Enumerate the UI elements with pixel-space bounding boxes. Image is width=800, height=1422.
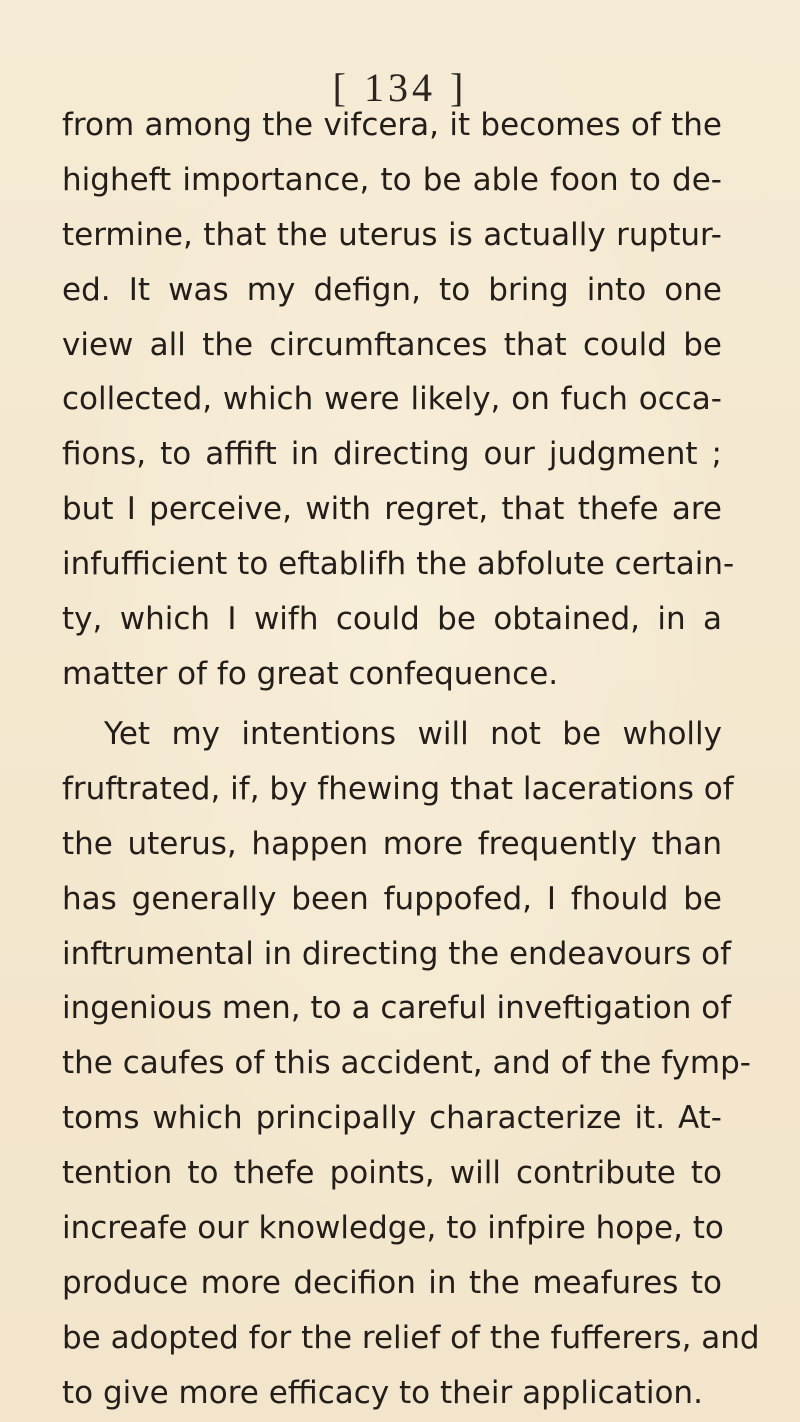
- text-line: fions, to affift in directing our judgment ;: [62, 436, 722, 473]
- text-line: produce more decifion in the meafures to: [62, 1264, 722, 1301]
- paragraph-2: [62, 707, 760, 1421]
- text-line: matter of fo great confequence.: [62, 655, 559, 692]
- page-number-header: [ 134 ]: [332, 65, 468, 110]
- text-line: inftrumental in directing the endeavours of: [62, 935, 732, 972]
- text-line: the uterus, happen more frequently than: [62, 825, 722, 862]
- text-line: ingenious men, to a careful inveftigation of: [62, 990, 732, 1027]
- text-line: increafe our knowledge, to infpire hope, to: [62, 1210, 724, 1247]
- text-line: termine, that the uterus is actually ruptur-: [62, 216, 722, 253]
- text-line: higheft importance, to be able foon to de-: [62, 161, 722, 198]
- text-line: Yet my intentions will not be wholly: [104, 716, 722, 752]
- text-line: be adopted for the relief of the fufferers, and: [62, 1319, 760, 1356]
- text-line: collected, which were likely, on fuch occa-: [62, 381, 722, 418]
- text-line: but I perceive, with regret, that thefe are: [62, 491, 722, 528]
- text-line: infufficient to eftablifh the abfolute certain-: [62, 546, 735, 583]
- text-line: has generally been fuppofed, I fhould be: [62, 880, 722, 917]
- text-line: ty, which I wifh could be obtained, in a: [62, 601, 722, 638]
- paragraph-1: [62, 98, 735, 702]
- text-line: ed. It was my defign, to bring into one: [62, 271, 722, 308]
- text-line: view all the circumftances that could be: [62, 326, 722, 363]
- text-line: tention to thefe points, will contribute to: [62, 1155, 722, 1192]
- text-line: fruftrated, if, by fhewing that lacerations of: [62, 770, 734, 807]
- text-line: the caufes of this accident, and of the fymp-: [62, 1045, 751, 1082]
- text-line: to give more efficacy to their application.: [62, 1374, 703, 1411]
- text-line: toms which principally characterize it. At-: [62, 1100, 722, 1137]
- text-line: from among the vifcera, it becomes of the: [62, 107, 722, 143]
